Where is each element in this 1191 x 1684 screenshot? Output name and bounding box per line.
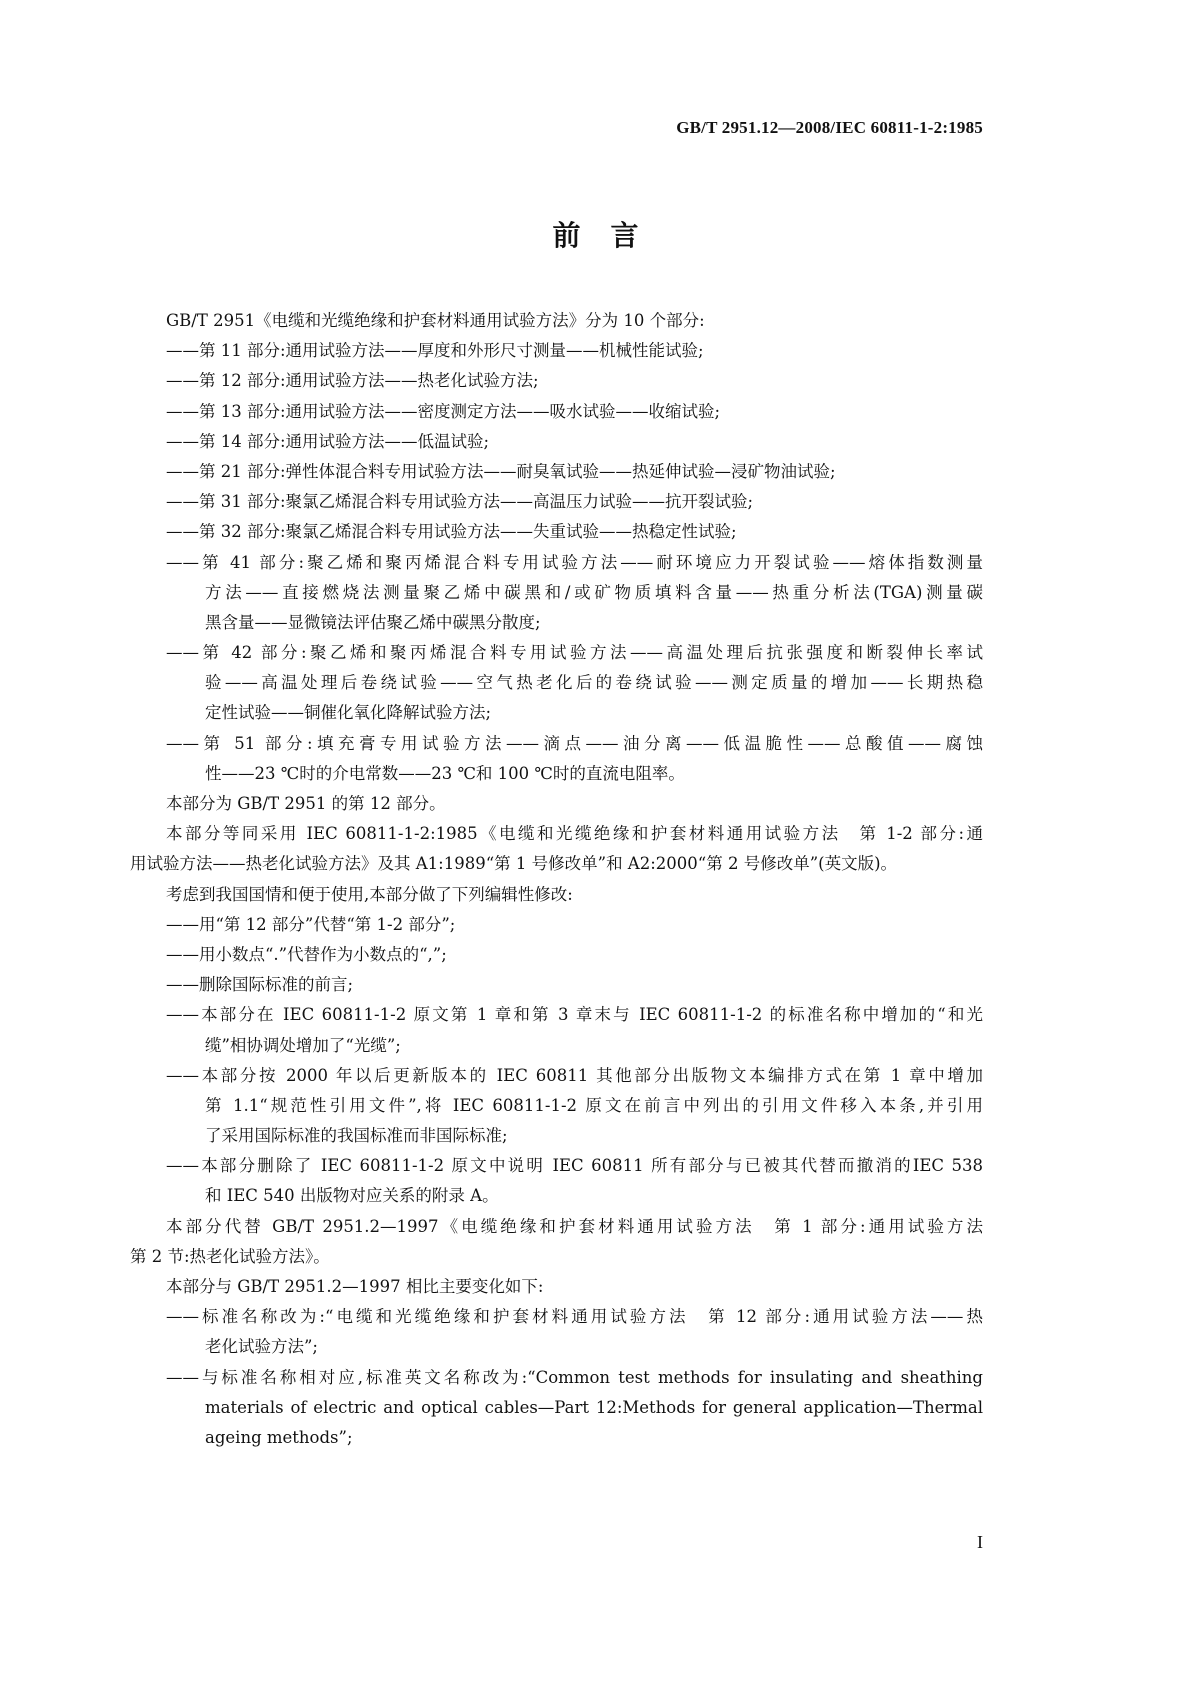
text-line [0, 880, 1191, 910]
text-line [0, 1302, 1191, 1332]
text-line-content: 用试验方法——热老化试验方法》及其 A1:1989“第 1 号修改单”和 A2:2000“第 2 号修改单”(英文版)。 [130, 854, 898, 874]
text-line-content: 方法——直接燃烧法测量聚乙烯中碳黑和/或矿物质填料含量——热重分析法(TGA)测量碳 [205, 582, 983, 602]
text-line [0, 1151, 1191, 1181]
text-line [0, 1031, 1191, 1061]
list-item [0, 336, 1191, 366]
text-line-content: 了采用国际标准的我国标准而非国际标准; [205, 1126, 508, 1146]
text-line-content: 定性试验——铜催化氧化降解试验方法; [205, 703, 492, 723]
text-line-content: 老化试验方法”; [205, 1337, 318, 1357]
text-line-content: 验——高温处理后卷绕试验——空气热老化后的卷绕试验——测定质量的增加——长期热稳 [205, 673, 983, 693]
text-line-content: ——第 41 部分:聚乙烯和聚丙烯混合料专用试验方法——耐环境应力开裂试验——熔体指数测量 [166, 552, 983, 572]
text-line-content: ——本部分按 2000 年以后更新版本的 IEC 60811 其他部分出版物文本编排方式在第 1 章中增加 [166, 1065, 983, 1085]
text-line [0, 1272, 1191, 1302]
text-line-content: 本部分与 GB/T 2951.2—1997 相比主要变化如下: [166, 1277, 544, 1296]
text-line-content: GB/T 2951《电缆和光缆绝缘和护套材料通用试验方法》分为 10 个部分: [166, 311, 705, 330]
text-line [0, 487, 1191, 517]
text-line-content: 本部分代替 GB/T 2951.2—1997《电缆绝缘和护套材料通用试验方法 第 1 部分:通用试验方法 [166, 1216, 983, 1236]
text-line-content: ——标准名称改为:“电缆和光缆绝缘和护套材料通用试验方法 第 12 部分:通用试验方法——热 [166, 1307, 983, 1327]
text-line [0, 608, 1191, 638]
list-item [0, 548, 1191, 639]
text-line [0, 457, 1191, 487]
text-line-content: 性——23 ℃时的介电常数——23 ℃和 100 ℃时的直流电阻率。 [205, 763, 685, 783]
list-item [0, 457, 1191, 487]
text-line [0, 759, 1191, 789]
standard-number-header: GB/T 2951.12—2008/IEC 60811-1-2:1985 [676, 118, 983, 137]
text-line-content: ——第 21 部分:弹性体混合料专用试验方法——耐臭氧试验——热延伸试验—浸矿物油试验; [166, 461, 836, 481]
text-line-content: ageing methods”; [205, 1427, 353, 1447]
text-line-content: ——用小数点“.”代替作为小数点的“,”; [166, 944, 447, 964]
text-line [0, 1363, 1191, 1393]
text-line-content: ——第 14 部分:通用试验方法——低温试验; [166, 431, 490, 451]
text-line [0, 427, 1191, 457]
document-body [0, 306, 1191, 1453]
text-line [0, 668, 1191, 698]
list-item [0, 366, 1191, 396]
text-line [0, 819, 1191, 849]
text-line-content: ——第 32 部分:聚氯乙烯混合料专用试验方法——失重试验——热稳定性试验; [166, 522, 737, 542]
text-line [0, 366, 1191, 396]
list-item [0, 940, 1191, 970]
list-item [0, 1363, 1191, 1454]
paragraph [0, 1272, 1191, 1302]
text-line-content: ——第 12 部分:通用试验方法——热老化试验方法; [166, 371, 539, 391]
text-line [0, 729, 1191, 759]
text-line [0, 517, 1191, 547]
text-line [0, 1091, 1191, 1121]
text-line-content: 考虑到我国国情和便于使用,本部分做了下列编辑性修改: [166, 884, 573, 904]
text-line-content: ——第 11 部分:通用试验方法——厚度和外形尺寸测量——机械性能试验; [166, 341, 704, 361]
text-line [0, 336, 1191, 366]
paragraph [0, 819, 1191, 879]
text-line [0, 1181, 1191, 1211]
list-item [0, 910, 1191, 940]
paragraph [0, 306, 1191, 336]
text-line [0, 1061, 1191, 1091]
text-line [0, 698, 1191, 728]
page-title: 前言 [552, 219, 669, 252]
list-item [0, 970, 1191, 1000]
page-number: I [977, 1532, 983, 1552]
text-line-content: ——第 51 部分:填充膏专用试验方法——滴点——油分离——低温脆性——总酸值——腐蚀 [166, 733, 983, 753]
list-item [0, 1151, 1191, 1211]
text-line [0, 910, 1191, 940]
text-line-content: 黑含量——显微镜法评估聚乙烯中碳黑分散度; [205, 612, 541, 632]
text-line [0, 1242, 1191, 1272]
text-line [0, 638, 1191, 668]
list-item [0, 427, 1191, 457]
text-line [0, 1332, 1191, 1362]
text-line [0, 970, 1191, 1000]
text-line-content: ——本部分在 IEC 60811-1-2 原文第 1 章和第 3 章末与 IEC 60811-1-2 的标准名称中增加的“和光 [166, 1005, 983, 1025]
text-line-content: ——第 42 部分:聚乙烯和聚丙烯混合料专用试验方法——高温处理后抗张强度和断裂伸长率试 [166, 643, 983, 663]
text-line [0, 1423, 1191, 1453]
text-line-content: 本部分为 GB/T 2951 的第 12 部分。 [166, 794, 446, 813]
text-line-content: ——本部分删除了 IEC 60811-1-2 原文中说明 IEC 60811 所有部分与已被其代替而撤消的IEC 538 [166, 1156, 983, 1176]
text-line [0, 940, 1191, 970]
list-item [0, 487, 1191, 517]
text-line [0, 578, 1191, 608]
text-line [0, 1121, 1191, 1151]
list-item [0, 1302, 1191, 1362]
text-line-content: 缆”相协调处增加了“光缆”; [205, 1035, 401, 1055]
paragraph [0, 1212, 1191, 1272]
text-line [0, 1393, 1191, 1423]
text-line-content: ——删除国际标准的前言; [166, 975, 354, 995]
list-item [0, 729, 1191, 789]
text-line-content: ——第 13 部分:通用试验方法——密度测定方法——吸水试验——收缩试验; [166, 401, 721, 421]
paragraph [0, 789, 1191, 819]
list-item [0, 1061, 1191, 1152]
text-line [0, 849, 1191, 879]
text-line-content: 第 2 节:热老化试验方法》。 [130, 1246, 330, 1266]
text-line-content: ——与标准名称相对应,标准英文名称改为:“Common test methods for insulating and sheathing [166, 1367, 983, 1387]
text-line-content: ——用“第 12 部分”代替“第 1-2 部分”; [166, 914, 456, 934]
text-line [0, 548, 1191, 578]
text-line [0, 397, 1191, 427]
list-item [0, 397, 1191, 427]
list-item [0, 517, 1191, 547]
text-line [0, 1212, 1191, 1242]
text-line [0, 306, 1191, 336]
text-line-content: 和 IEC 540 出版物对应关系的附录 A。 [205, 1186, 499, 1206]
list-item [0, 1000, 1191, 1060]
text-line [0, 1000, 1191, 1030]
text-line-content: 第 1.1“规范性引用文件”,将 IEC 60811-1-2 原文在前言中列出的引用文件移入本条,并引用 [205, 1095, 983, 1115]
text-line [0, 789, 1191, 819]
paragraph [0, 880, 1191, 910]
text-line-content: materials of electric and optical cables—Part 12:Methods for general application—Thermal [205, 1397, 983, 1417]
text-line-content: ——第 31 部分:聚氯乙烯混合料专用试验方法——高温压力试验——抗开裂试验; [166, 492, 754, 512]
list-item [0, 638, 1191, 729]
text-line-content: 本部分等同采用 IEC 60811-1-2:1985《电缆和光缆绝缘和护套材料通用试验方法 第 1-2 部分:通 [166, 824, 983, 844]
